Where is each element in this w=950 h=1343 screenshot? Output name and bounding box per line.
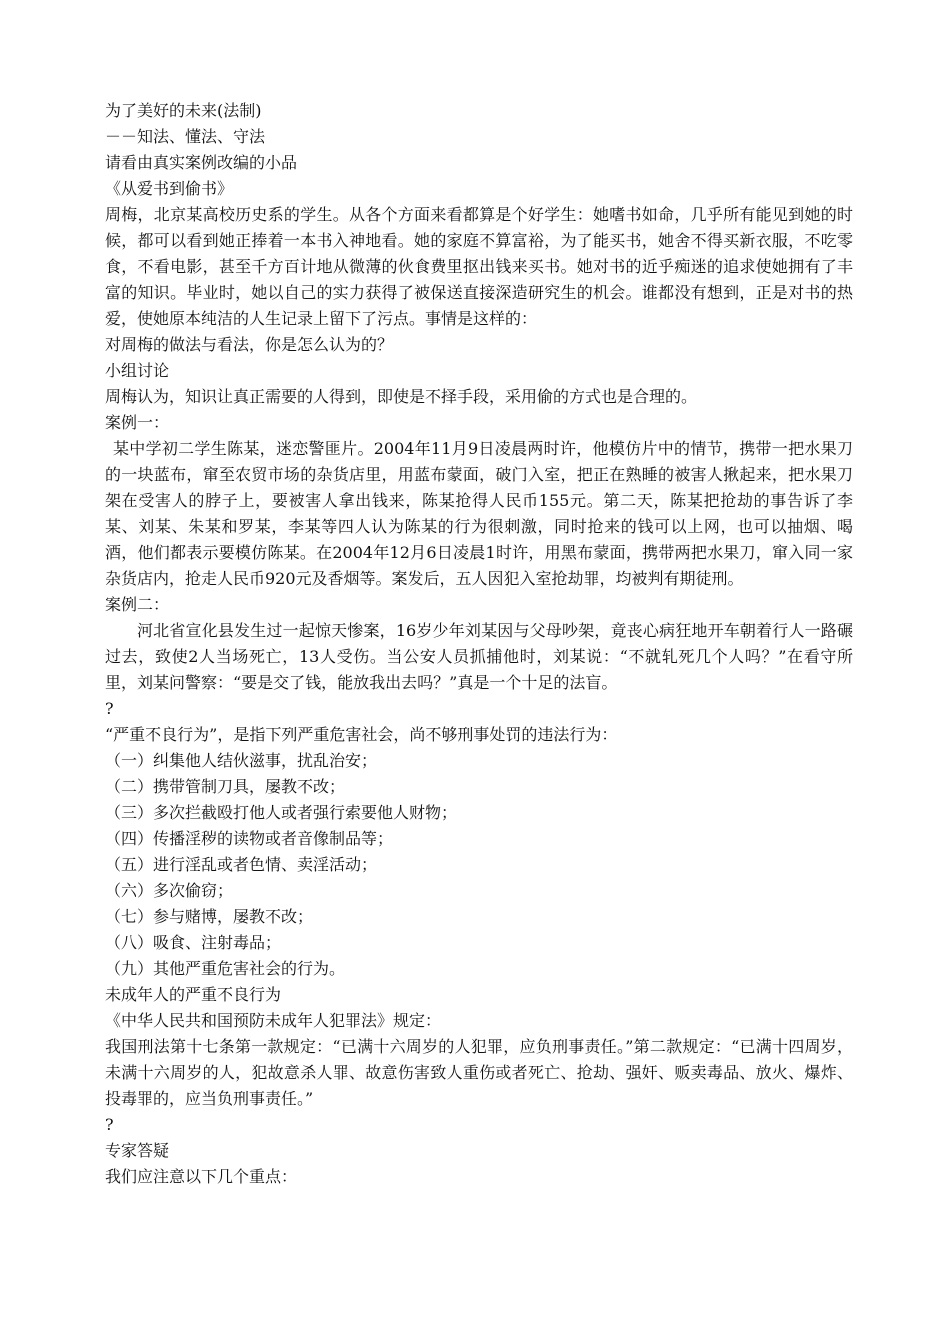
story-paragraph: 周梅，北京某高校历史系的学生。从各个方面来看都算是个好学生：她嗜书如命，几乎所有能见到她的时候，都可以看到她正捧着一本书入神地看。她的家庭不算富裕，为了能买书，她舍不得买新衣服，不吃零食，不看电影，甚至千方百计地从微薄的伙食费里抠出钱来买书。她对书的近乎痴迷的追求使她拥有了丰富的知识。毕业时，她以自己的实力获得了被保送直接深造研究生的机会。谁都没有想到，正是对书的热爱，使她原本纯洁的人生记录上留下了污点。事情是这样的： xyxy=(105,205,853,328)
question-mark-1: ? xyxy=(105,699,114,718)
list-item: （六）多次偷窃； xyxy=(105,881,234,900)
question-line: 对周梅的做法与看法，你是怎么认为的？ xyxy=(105,335,394,354)
case1-heading: 案例一： xyxy=(105,413,170,432)
case2-heading: 案例二： xyxy=(105,595,170,614)
definition-line: “严重不良行为”，是指下列严重危害社会，尚不够刑事处罚的违法行为： xyxy=(105,725,618,744)
list-item: （二）携带管制刀具，屡教不改； xyxy=(105,777,346,796)
behavior-list xyxy=(105,748,853,982)
play-title: 《从爱书到偷书》 xyxy=(105,179,234,198)
document-page xyxy=(105,98,853,1190)
minor-behavior-heading: 未成年人的严重不良行为 xyxy=(105,985,282,1004)
list-item: （四）传播淫秽的读物或者音像制品等； xyxy=(105,829,394,848)
case1-paragraph: 某中学初二学生陈某，迷恋警匪片。2004年11月9日凌晨两时许，他模仿片中的情节，携带一把水果刀的一块蓝布，窜至农贸市场的杂货店里，用蓝布蒙面，破门入室，把正在熟睡的被害人揪起来，把水果刀架在受害人的脖子上，要被害人拿出钱来，陈某抢得人民币155元。第二天，陈某把抢劫的事告诉了李某、刘某、朱某和罗某，李某等四人认为陈某的行为很刺激，同时抢来的钱可以上网，也可以抽烟、喝酒，他们都表示要模仿陈某。在2004年12月6日凌晨1时许，用黑布蒙面，携带两把水果刀，窜入同一家杂货店内，抢走人民币920元及香烟等。案发后，五人因犯入室抢劫罪，均被判有期徒刑。 xyxy=(105,439,853,588)
list-item: （九）其他严重危害社会的行为。 xyxy=(105,959,346,978)
list-item: （五）进行淫乱或者色情、卖淫活动； xyxy=(105,855,378,874)
group-discussion-heading: 小组讨论 xyxy=(105,361,170,380)
expert-heading: 专家答疑 xyxy=(105,1141,170,1160)
criminal-law-paragraph: 我国刑法第十七条第一款规定：“已满十六周岁的人犯罪，应负刑事责任。”第二款规定：“已满十四周岁，未满十六周岁的人，犯故意杀人罪、故意伤害致人重伤或者死亡、抢劫、强奸、贩卖毒品、放火、爆炸、投毒罪的，应当负刑事责任。” xyxy=(105,1037,853,1108)
list-item: （八）吸食、注射毒品； xyxy=(105,933,282,952)
opinion-line: 周梅认为，知识让真正需要的人得到，即使是不择手段，采用偷的方式也是合理的。 xyxy=(105,387,698,406)
doc-title: 为了美好的未来(法制) xyxy=(105,101,262,120)
doc-subtitle: －－知法、懂法、守法 xyxy=(105,127,266,146)
key-points-line: 我们应注意以下几个重点： xyxy=(105,1167,298,1186)
list-item: （三）多次拦截殴打他人或者强行索要他人财物； xyxy=(105,803,458,822)
list-item: （一）纠集他人结伙滋事，扰乱治安； xyxy=(105,751,378,770)
law-reference: 《中华人民共和国预防未成年人犯罪法》规定： xyxy=(105,1011,442,1030)
case2-paragraph: 河北省宣化县发生过一起惊天惨案，16岁少年刘某因与父母吵架，竟丧心病狂地开车朝着行人一路碾过去，致使2人当场死亡，13人受伤。当公安人员抓捕他时，刘某说：“不就轧死几个人吗？”在看守所里，刘某问警察：“要是交了钱，能放我出去吗？”真是一个十足的法盲。 xyxy=(105,621,853,692)
intro-line: 请看由真实案例改编的小品 xyxy=(105,153,298,172)
question-mark-2: ? xyxy=(105,1115,114,1134)
list-item: （七）参与赌博，屡教不改； xyxy=(105,907,314,926)
